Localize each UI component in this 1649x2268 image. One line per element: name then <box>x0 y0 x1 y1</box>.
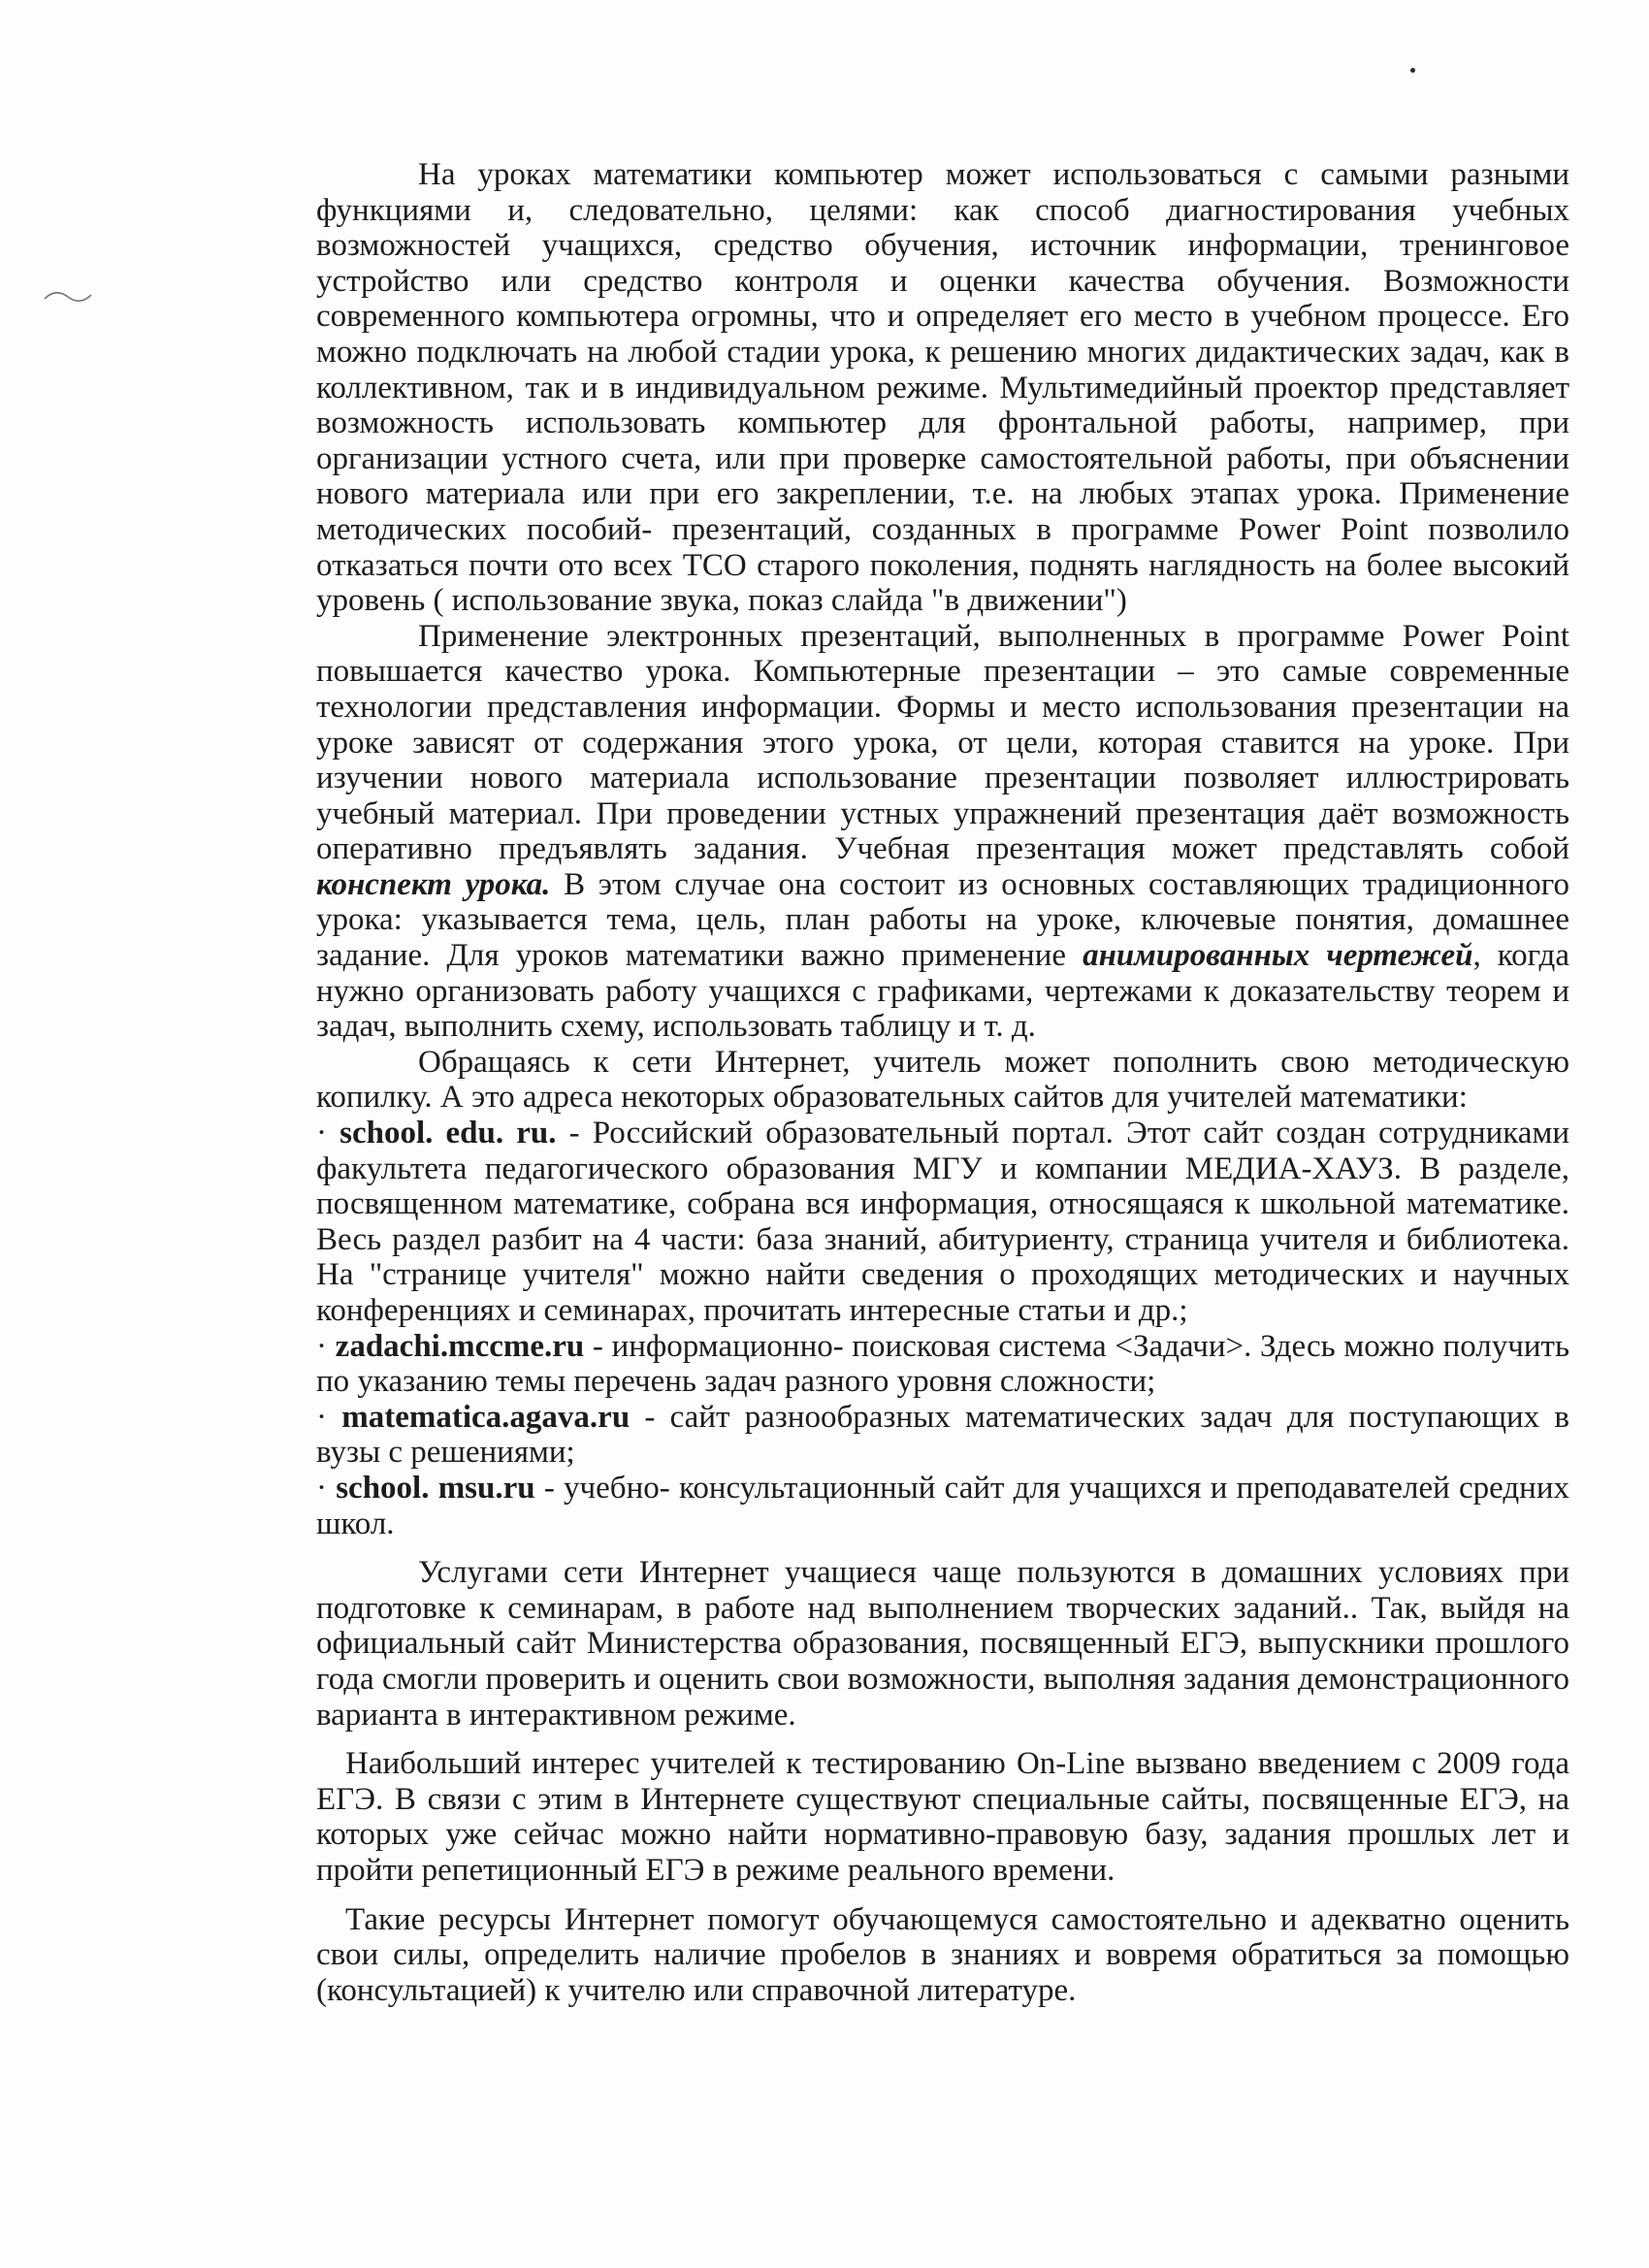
site-list-item <box>316 1116 1569 1329</box>
paragraph-student-services: Услугами сети Интернет учащиеся чаще пользуются в домашних условиях при подготовке к семинарам, в работе над выполнением творческих заданий.. Так, выйдя на официальный сайт Министерства образования, посвященный ЕГЭ, выпускники прошлого года смогли проверить и оценить свои возможности, выполняя задания демонстрационного варианта в интерактивном режиме. <box>316 1555 1569 1733</box>
site-name: school. edu. ru. <box>340 1116 557 1151</box>
scan-dot <box>1410 68 1415 73</box>
site-description: - информационно- поисковая система <Задачи>. Здесь можно получить по указанию темы перечень задач разного уровня сложности; <box>316 1328 1569 1400</box>
scan-squiggle-mark <box>43 287 93 307</box>
site-name: zadachi.mccme.ru <box>335 1328 585 1364</box>
emphasis-lesson-outline: конспект урока. <box>316 866 551 902</box>
paragraph-computer-functions: На уроках математики компьютер может использоваться с самыми разными функциями и, следовательно, целями: как способ диагностирования учебных возможностей учащихся, средство обучения, источник информации, тренинговое устройство или средство контроля и оценки качества обучения. Возможности современного компьютера огромны, что и определяет его место в учебном процессе. Его можно подключать на любой стадии урока, к решению многих дидактических задач, как в коллективном, так и в индивидуальном режиме. Мультимедийный проектор представляет возможность использовать компьютер для фронтальной работы, например, при организации устного счета, или при проверке самостоятельной работы, при объяснении нового материала или при его закреплении, т.е. на любых этапах урока. Применение методических пособий- презентаций, созданных в программе Power Point позволило отказаться почти ото всех ТСО старого поколения, поднять наглядность на более высокий уровень ( использование звука, показ слайда "в движении") <box>316 157 1569 619</box>
paragraph-internet-intro: Обращаясь к сети Интернет, учитель может пополнить свою методическую копилку. А это адреса некоторых образовательных сайтов для учителей математики: <box>316 1044 1569 1116</box>
bullet-icon: · <box>316 1399 327 1435</box>
presentations-text-b: В этом случае она состоит из основных составляющих традиционного урока: указывается тема, цель, план работы на уроке, ключевые понятия, домашнее задание. Для уроков математики важно применение <box>316 866 1569 974</box>
paragraph-resources-conclusion: Такие ресурсы Интернет помогут обучающемуся самостоятельно и адекватно оценить свои силы, определить наличие пробелов в знаниях и вовремя обратиться за помощью (консультацией) к учителю или справочной литературе. <box>316 1901 1569 2008</box>
site-name: matematica.agava.ru <box>341 1399 630 1435</box>
site-name: school. msu.ru <box>336 1470 535 1506</box>
document-body <box>316 157 1569 2008</box>
emphasis-animated-drawings: анимированных чертежей <box>1083 938 1473 974</box>
site-list-item <box>316 1329 1569 1400</box>
site-list-item <box>316 1400 1569 1471</box>
site-description: - учебно- консультационный сайт для учащихся и преподавателей средних школ. <box>316 1470 1569 1541</box>
bullet-icon: · <box>316 1328 327 1364</box>
site-list-item <box>316 1471 1569 1541</box>
site-description: - сайт разнообразных математических задач для поступающих в вузы с решениями; <box>316 1399 1570 1471</box>
presentations-text-a: Применение электронных презентаций, выполненных в программе Power Point повышается качество урока. Компьютерные презентации – это самые современные технологии представления информации. Формы и место использования презентации на уроке зависят от содержания этого урока, от цели, которая ставится на уроке. При изучении нового материала использование презентации позволяет иллюстрировать учебный материал. При проведении устных упражнений презентация даёт возможность оперативно предъявлять задания. Учебная презентация может представлять собой <box>316 618 1569 867</box>
bullet-icon: · <box>316 1470 327 1506</box>
presentations-text-c: , когда нужно организовать работу учащихся с графиками, чертежами к доказательству теорем и задач, выполнить схему, использовать таблицу и т. д. <box>316 938 1569 1045</box>
site-description: - Российский образовательный портал. Этот сайт создан сотрудниками факультета педагогического образования МГУ и компании МЕДИА-ХАУЗ. В разделе, посвященном математике, собрана вся информация, относящаяся к школьной математике. Весь раздел разбит на 4 части: база знаний, абитуриенту, страница учителя и библиотека. На "странице учителя" можно найти сведения о проходящих методических и научных конференциях и семинарах, прочитать интересные статьи и др.; <box>316 1116 1569 1328</box>
paragraph-presentations <box>316 619 1569 1045</box>
bullet-icon: · <box>316 1116 327 1151</box>
paragraph-online-testing: Наибольший интерес учителей к тестированию On-Line вызвано введением с 2009 года ЕГЭ. В связи с этим в Интернете существуют специальные сайты, посвященные ЕГЭ, на которых уже сейчас можно найти нормативно-правовую базу, задания прошлых лет и пройти репетиционный ЕГЭ в режиме реального времени. <box>316 1746 1569 1888</box>
